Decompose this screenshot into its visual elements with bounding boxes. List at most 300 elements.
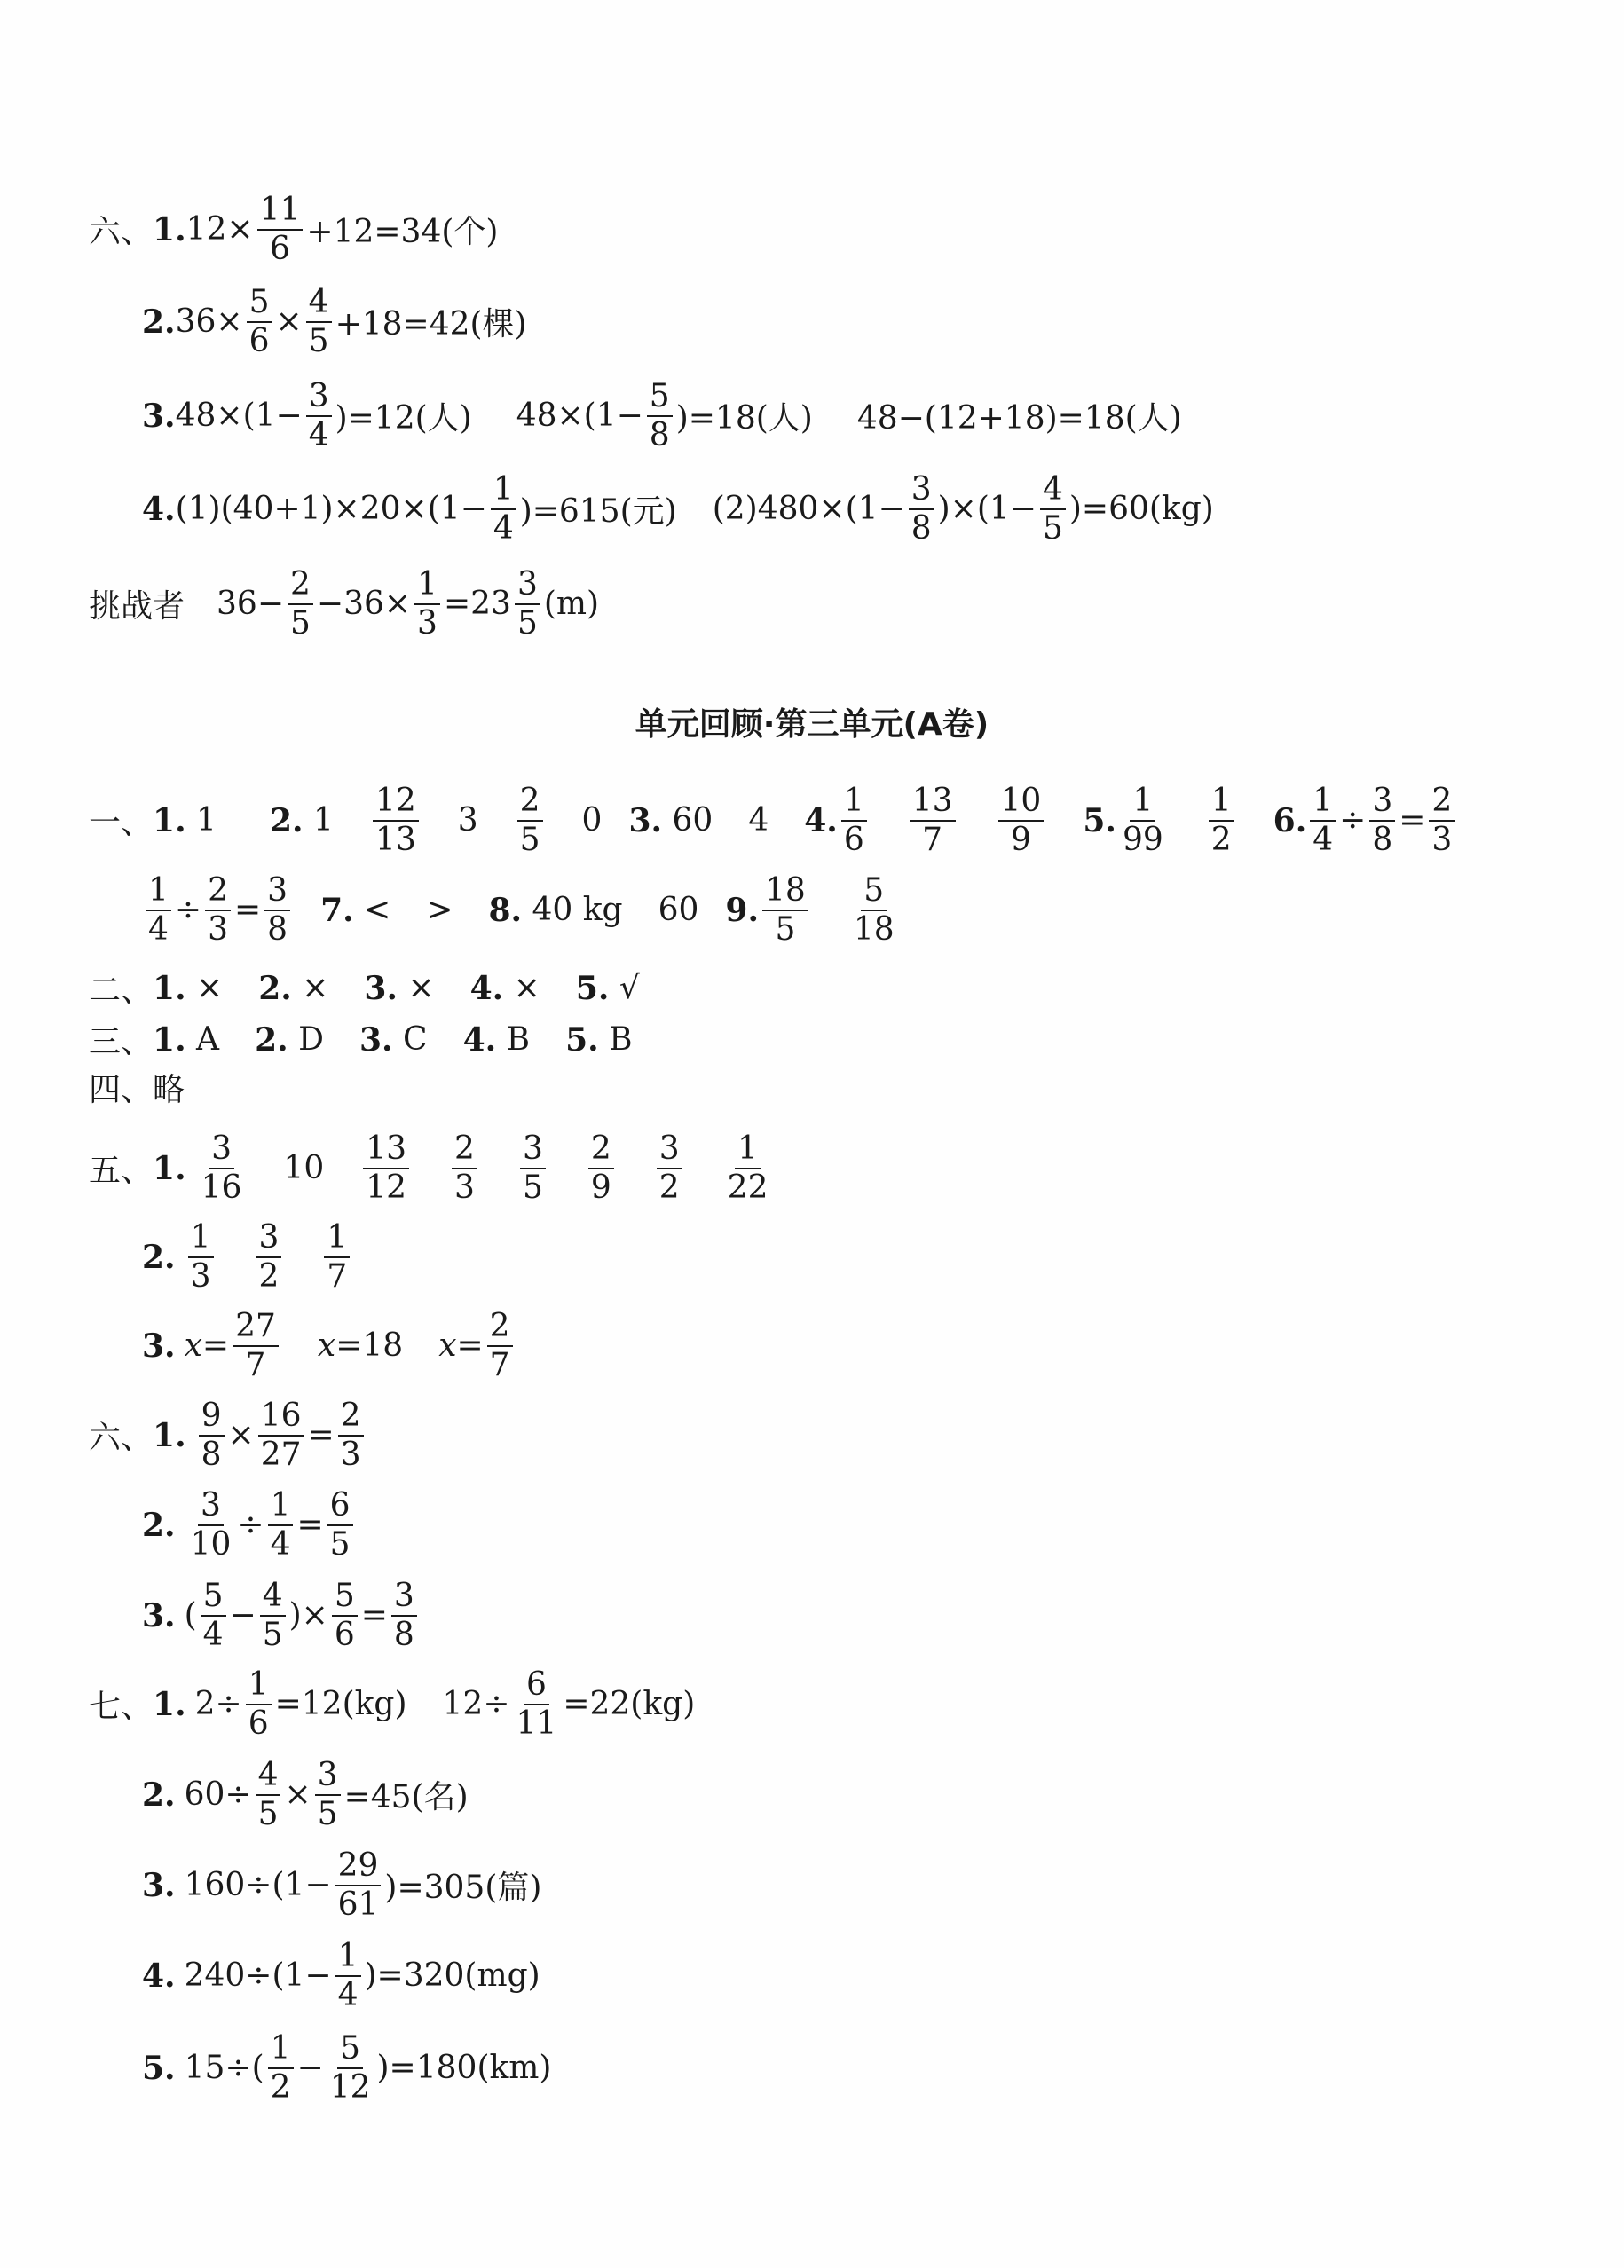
item-number: 5. <box>142 2049 176 2087</box>
item-number: 2. <box>269 801 304 839</box>
denominator: 5 <box>329 1525 351 1563</box>
equation <box>217 568 599 641</box>
item-number: 1. <box>153 969 186 1007</box>
fraction <box>998 784 1045 857</box>
item-number: 3. <box>142 397 176 435</box>
numerator: 29 <box>335 1849 382 1886</box>
denominator: 7 <box>245 1346 266 1383</box>
denominator: 16 <box>201 1169 242 1206</box>
s6prev-item-2 <box>142 286 527 358</box>
fraction <box>256 1221 282 1294</box>
denominator: 4 <box>148 910 169 948</box>
denominator: 18 <box>853 910 895 948</box>
item-number: 4. <box>142 1957 176 1995</box>
text-run: 36− <box>217 586 284 623</box>
numerator: 2 <box>452 1132 477 1169</box>
fraction <box>338 1399 364 1472</box>
numerator: 3 <box>1369 784 1395 822</box>
item-number: 3. <box>142 1596 176 1634</box>
text-run: × <box>227 1417 255 1454</box>
text-run: = <box>456 1327 484 1365</box>
numerator: 5 <box>247 286 272 323</box>
text-run: 160÷(1− <box>184 1867 332 1904</box>
fraction <box>256 1759 281 1831</box>
equation <box>186 193 499 266</box>
text-run: )=615(元) <box>519 493 677 531</box>
fraction <box>514 1668 560 1741</box>
item-number: 3. <box>142 1866 176 1904</box>
numerator: 2 <box>288 568 313 605</box>
fraction <box>647 380 673 453</box>
s7-item-3 <box>142 1849 541 1922</box>
text-run: 10 <box>283 1150 325 1187</box>
s4-line <box>89 1065 185 1110</box>
variable: x <box>317 1327 336 1365</box>
numerator: 1 <box>735 1132 761 1169</box>
fraction <box>725 1132 771 1205</box>
text-run: B <box>496 1021 531 1058</box>
numerator: 6 <box>524 1668 549 1705</box>
fraction <box>188 1221 214 1294</box>
fraction <box>1310 784 1336 857</box>
s5-item-3 <box>142 1310 516 1382</box>
numerator: 4 <box>1040 473 1066 510</box>
fraction <box>264 874 290 947</box>
numerator: 3 <box>520 1132 546 1169</box>
answers <box>142 874 901 947</box>
denominator: 8 <box>267 910 288 948</box>
denominator: 5 <box>1042 509 1063 547</box>
denominator: 4 <box>1313 821 1334 858</box>
variable: x <box>184 1327 202 1365</box>
answers <box>153 1021 633 1059</box>
denominator: 5 <box>775 910 796 948</box>
numerator: 1 <box>414 568 440 605</box>
denominator: 5 <box>262 1616 283 1653</box>
fraction <box>487 1310 513 1382</box>
numerator: 5 <box>201 1579 226 1617</box>
text-run: ÷ <box>174 892 202 929</box>
denominator: 4 <box>202 1616 224 1653</box>
text-run: > <box>426 892 453 929</box>
denominator: 5 <box>522 1169 543 1206</box>
text-run: = <box>307 1417 335 1454</box>
item-number: 4. <box>142 490 176 528</box>
text-run: =12(kg) <box>274 1686 407 1723</box>
numerator: 9 <box>199 1399 225 1437</box>
numerator: 18 <box>762 874 808 911</box>
denominator: 5 <box>317 1795 338 1832</box>
denominator: 8 <box>911 509 932 547</box>
denominator: 22 <box>727 1169 769 1206</box>
item-number: 2. <box>142 303 176 341</box>
numerator: 1 <box>1209 784 1234 822</box>
item-number: 2. <box>255 1020 288 1059</box>
numerator: 1 <box>268 2032 294 2069</box>
item-number: 5. <box>575 969 610 1007</box>
text-run: )=12(人) <box>335 400 472 437</box>
numerator: 4 <box>256 1759 281 1796</box>
text-run: × <box>503 970 540 1006</box>
numerator: 1 <box>1310 784 1336 822</box>
text-run: B <box>598 1021 633 1058</box>
answers <box>185 1310 516 1382</box>
denominator: 5 <box>519 821 540 858</box>
numerator: 13 <box>910 784 956 822</box>
text-run: )=320(mg) <box>364 1957 540 1995</box>
text-run: +18=42(棵) <box>335 306 527 343</box>
denominator: 2 <box>1210 821 1232 858</box>
variable: x <box>438 1327 457 1365</box>
equation <box>185 1759 469 1831</box>
section-prefix: 六、 <box>89 214 154 251</box>
denominator: 6 <box>248 1705 269 1742</box>
fraction <box>1209 784 1234 857</box>
item-number: 1. <box>153 210 186 248</box>
fraction <box>315 1759 341 1831</box>
denominator: 9 <box>590 1169 611 1206</box>
numerator: 1 <box>268 1489 294 1526</box>
item-number: 1. <box>153 1416 186 1454</box>
text-run: 48×(1− <box>516 398 643 435</box>
fraction <box>1369 784 1395 857</box>
numerator: 2 <box>338 1399 364 1437</box>
s7-item-5 <box>142 2032 551 2105</box>
text-run: +12=34(个) <box>306 214 499 251</box>
denominator: 10 <box>190 1525 232 1563</box>
denominator: 5 <box>516 604 538 642</box>
equation <box>195 1668 696 1741</box>
text-run: 2÷ <box>194 1686 242 1723</box>
fraction <box>199 1399 225 1472</box>
s6-item-2 <box>142 1489 357 1562</box>
fraction <box>520 1132 546 1205</box>
numerator: 3 <box>209 1132 234 1169</box>
denominator: 8 <box>201 1436 222 1473</box>
challenger-label: 挑战者 <box>89 588 185 626</box>
text-run: A <box>185 1021 220 1058</box>
numerator: 1 <box>324 1221 350 1258</box>
denominator: 99 <box>1122 821 1163 858</box>
item-number: 2. <box>258 969 292 1007</box>
denominator: 3 <box>417 604 438 642</box>
equation <box>176 380 1182 453</box>
section-prefix: 六、 <box>89 1420 154 1457</box>
fraction <box>199 1132 245 1205</box>
equation <box>185 1489 357 1562</box>
s5-item-2 <box>142 1221 353 1294</box>
answers <box>153 784 1458 857</box>
numerator: 13 <box>363 1132 409 1169</box>
section-prefix: 三、 <box>89 1024 154 1060</box>
text-run: 48×(1− <box>175 398 303 435</box>
text-run: ÷ <box>237 1507 264 1544</box>
answers <box>153 970 640 1007</box>
text-run: = <box>201 1327 230 1365</box>
numerator: 3 <box>264 874 290 911</box>
text-run: (1)(40+1)×20×(1− <box>175 491 487 528</box>
denominator: 3 <box>208 910 228 948</box>
numerator: 4 <box>306 286 332 323</box>
item-number: 3. <box>364 969 398 1007</box>
text-run: 12÷ <box>442 1686 510 1723</box>
item-number: 3. <box>359 1020 393 1059</box>
fraction <box>335 1940 361 2012</box>
equation <box>185 1849 542 1922</box>
numerator: 3 <box>315 1759 341 1796</box>
item-number: 5. <box>565 1020 599 1059</box>
numerator: 2 <box>588 1132 614 1169</box>
fraction <box>327 1489 353 1562</box>
fraction <box>268 1489 294 1562</box>
numerator: 3 <box>198 1489 224 1526</box>
fraction <box>246 1668 272 1741</box>
text-run: ( <box>184 1597 197 1634</box>
text-run: × <box>291 970 329 1006</box>
item-number: 1. <box>153 801 186 839</box>
denominator: 2 <box>658 1169 680 1206</box>
item-number: 8. <box>488 891 523 929</box>
numerator: 6 <box>327 1489 353 1526</box>
denominator: 5 <box>308 322 329 359</box>
text-run: × <box>284 1776 311 1814</box>
text-run: = <box>233 892 262 929</box>
fraction <box>335 1849 382 1922</box>
numerator: 5 <box>647 380 673 417</box>
item-number: 6. <box>1273 801 1307 839</box>
text-run: √ <box>609 970 640 1006</box>
fraction <box>588 1132 614 1205</box>
equation <box>185 1940 540 2012</box>
s5-item-1 <box>89 1132 774 1205</box>
fraction <box>491 473 516 546</box>
fraction <box>851 874 897 947</box>
item-number: 4. <box>462 1020 497 1059</box>
denominator: 6 <box>248 322 270 359</box>
fraction <box>373 784 419 857</box>
text-run: < <box>353 892 391 929</box>
numerator: 2 <box>1429 784 1455 822</box>
denominator: 3 <box>1431 821 1453 858</box>
s3-line <box>89 1017 633 1062</box>
fraction <box>657 1132 682 1205</box>
numerator: 3 <box>391 1579 417 1617</box>
text-run: = <box>296 1507 324 1544</box>
fraction <box>146 874 171 947</box>
numerator: 2 <box>517 784 543 822</box>
fraction <box>1040 473 1066 546</box>
numerator: 1 <box>841 784 867 822</box>
numerator: 3 <box>256 1221 282 1258</box>
denominator: 5 <box>257 1795 279 1832</box>
text-run: (2)480×(1− <box>712 491 905 528</box>
item-number: 3. <box>628 801 663 839</box>
s1-line-2 <box>142 874 901 947</box>
section-prefix: 五、 <box>89 1153 154 1190</box>
s7-item-4 <box>142 1940 540 2012</box>
text-run: − <box>229 1597 256 1634</box>
text-run: C <box>392 1021 428 1058</box>
denominator: 3 <box>190 1257 211 1295</box>
denominator: 5 <box>290 604 311 642</box>
s7-item-2 <box>142 1759 469 1831</box>
denominator: 8 <box>1372 821 1393 858</box>
denominator: 6 <box>334 1616 355 1653</box>
answer-text: 略 <box>153 1072 185 1108</box>
fraction <box>288 568 313 641</box>
fraction <box>306 380 332 453</box>
denominator: 8 <box>649 416 670 453</box>
text-run: 48−(12+18)=18(人) <box>856 400 1182 437</box>
denominator: 9 <box>1010 821 1031 858</box>
numerator: 2 <box>205 874 231 911</box>
fraction <box>233 1310 279 1382</box>
item-number: 2. <box>142 1506 176 1544</box>
denominator: 8 <box>393 1616 414 1653</box>
numerator: 12 <box>373 784 419 822</box>
fraction <box>1429 784 1455 857</box>
text-run: − <box>296 2050 324 2087</box>
denominator: 3 <box>454 1169 475 1206</box>
text-run: ÷ <box>1339 802 1367 839</box>
numerator: 3 <box>515 568 540 605</box>
item-number: 2. <box>142 1776 176 1814</box>
text-run: 4 <box>748 802 769 839</box>
numerator: 4 <box>260 1579 286 1617</box>
fraction <box>452 1132 477 1205</box>
numerator: 2 <box>487 1310 513 1347</box>
text-run: −36× <box>316 586 412 623</box>
numerator: 16 <box>258 1399 304 1437</box>
text-run: 1 <box>303 802 334 839</box>
text-run: 15÷( <box>184 2050 264 2087</box>
text-run: (m) <box>543 586 600 623</box>
fraction <box>201 1579 226 1652</box>
s7-item-1 <box>89 1668 695 1741</box>
denominator: 7 <box>327 1257 348 1295</box>
numerator: 5 <box>337 2032 363 2069</box>
s6prev-item-1 <box>89 193 498 266</box>
text-run: D <box>288 1021 324 1058</box>
denominator: 2 <box>270 2068 291 2106</box>
s6prev-item-4 <box>142 473 1214 546</box>
fraction <box>1120 784 1166 857</box>
fraction <box>762 874 808 947</box>
fraction <box>188 1489 234 1562</box>
text-run: )× <box>288 1597 328 1634</box>
numerator: 1 <box>246 1668 272 1705</box>
text-run: 40 kg <box>522 892 623 929</box>
text-run: )=18(人) <box>675 400 813 437</box>
text-run: =45(名) <box>343 1779 469 1816</box>
s2-line <box>89 965 640 1011</box>
item-number: 5. <box>1083 801 1116 839</box>
text-run: 60 <box>658 892 699 929</box>
text-run: = <box>1399 802 1426 839</box>
numerator: 10 <box>998 784 1045 822</box>
equation <box>176 286 527 358</box>
fraction <box>909 473 934 546</box>
fraction <box>391 1579 417 1652</box>
text-run: 240÷(1− <box>184 1957 332 1995</box>
fraction <box>306 286 332 358</box>
text-run: × <box>185 970 224 1006</box>
fraction <box>841 784 867 857</box>
numerator: 3 <box>909 473 934 510</box>
section-prefix: 一、 <box>89 805 154 842</box>
numerator: 3 <box>657 1132 682 1169</box>
equation <box>176 473 1214 546</box>
denominator: 12 <box>329 2068 371 2106</box>
fraction <box>363 1132 409 1205</box>
fraction <box>332 1579 358 1652</box>
denominator: 61 <box>337 1886 379 1923</box>
denominator: 6 <box>270 230 290 267</box>
text-run: )×(1− <box>937 491 1037 528</box>
denominator: 4 <box>493 509 514 547</box>
denominator: 11 <box>516 1705 557 1742</box>
denominator: 7 <box>922 821 943 858</box>
text-run: )=180(km) <box>376 2050 552 2087</box>
text-run: 12× <box>185 211 254 248</box>
numerator: 1 <box>335 1940 361 1977</box>
text-run: × <box>398 970 435 1006</box>
item-number: 1. <box>153 1685 186 1723</box>
denominator: 12 <box>366 1169 407 1206</box>
numerator: 3 <box>306 380 332 417</box>
section-prefix: 二、 <box>89 973 154 1009</box>
fraction <box>260 1579 286 1652</box>
numerator: 5 <box>861 874 887 911</box>
fraction <box>258 1399 304 1472</box>
item-number: 9. <box>725 891 759 929</box>
numerator: 1 <box>1130 784 1155 822</box>
challenger-line <box>89 568 599 641</box>
text-run: )=305(篇) <box>384 1870 542 1907</box>
equation <box>185 1579 421 1652</box>
numerator: 1 <box>491 473 516 510</box>
text-run: )=60(kg) <box>1068 491 1214 528</box>
answers <box>195 1132 775 1205</box>
s6prev-item-3 <box>142 380 1182 453</box>
denominator: 3 <box>340 1436 361 1473</box>
text-run: 36× <box>175 303 243 341</box>
denominator: 4 <box>308 416 329 453</box>
fraction <box>268 2032 294 2105</box>
text-run: 60 <box>662 802 713 839</box>
text-run: 1 <box>185 802 217 839</box>
s6-item-1 <box>89 1399 367 1472</box>
text-run: =18 <box>335 1327 404 1365</box>
item-number: 4. <box>469 969 504 1007</box>
text-run: =23 <box>443 586 511 623</box>
item-number: 4. <box>804 801 838 839</box>
fraction <box>327 2032 374 2105</box>
item-number: 3. <box>142 1327 176 1365</box>
text-run: 0 <box>581 802 603 839</box>
denominator: 7 <box>489 1346 510 1383</box>
s1-line-1 <box>89 784 1458 857</box>
numerator: 1 <box>146 874 171 911</box>
denominator: 4 <box>270 1525 291 1563</box>
fraction <box>257 193 304 266</box>
text-run: 60÷ <box>184 1776 252 1814</box>
unit-title: 单元回顾·第三单元(A卷) <box>635 706 989 743</box>
section-prefix: 四、 <box>89 1072 154 1108</box>
item-number: 1. <box>153 1149 186 1187</box>
equation <box>185 2032 552 2105</box>
item-number: 2. <box>142 1238 176 1276</box>
